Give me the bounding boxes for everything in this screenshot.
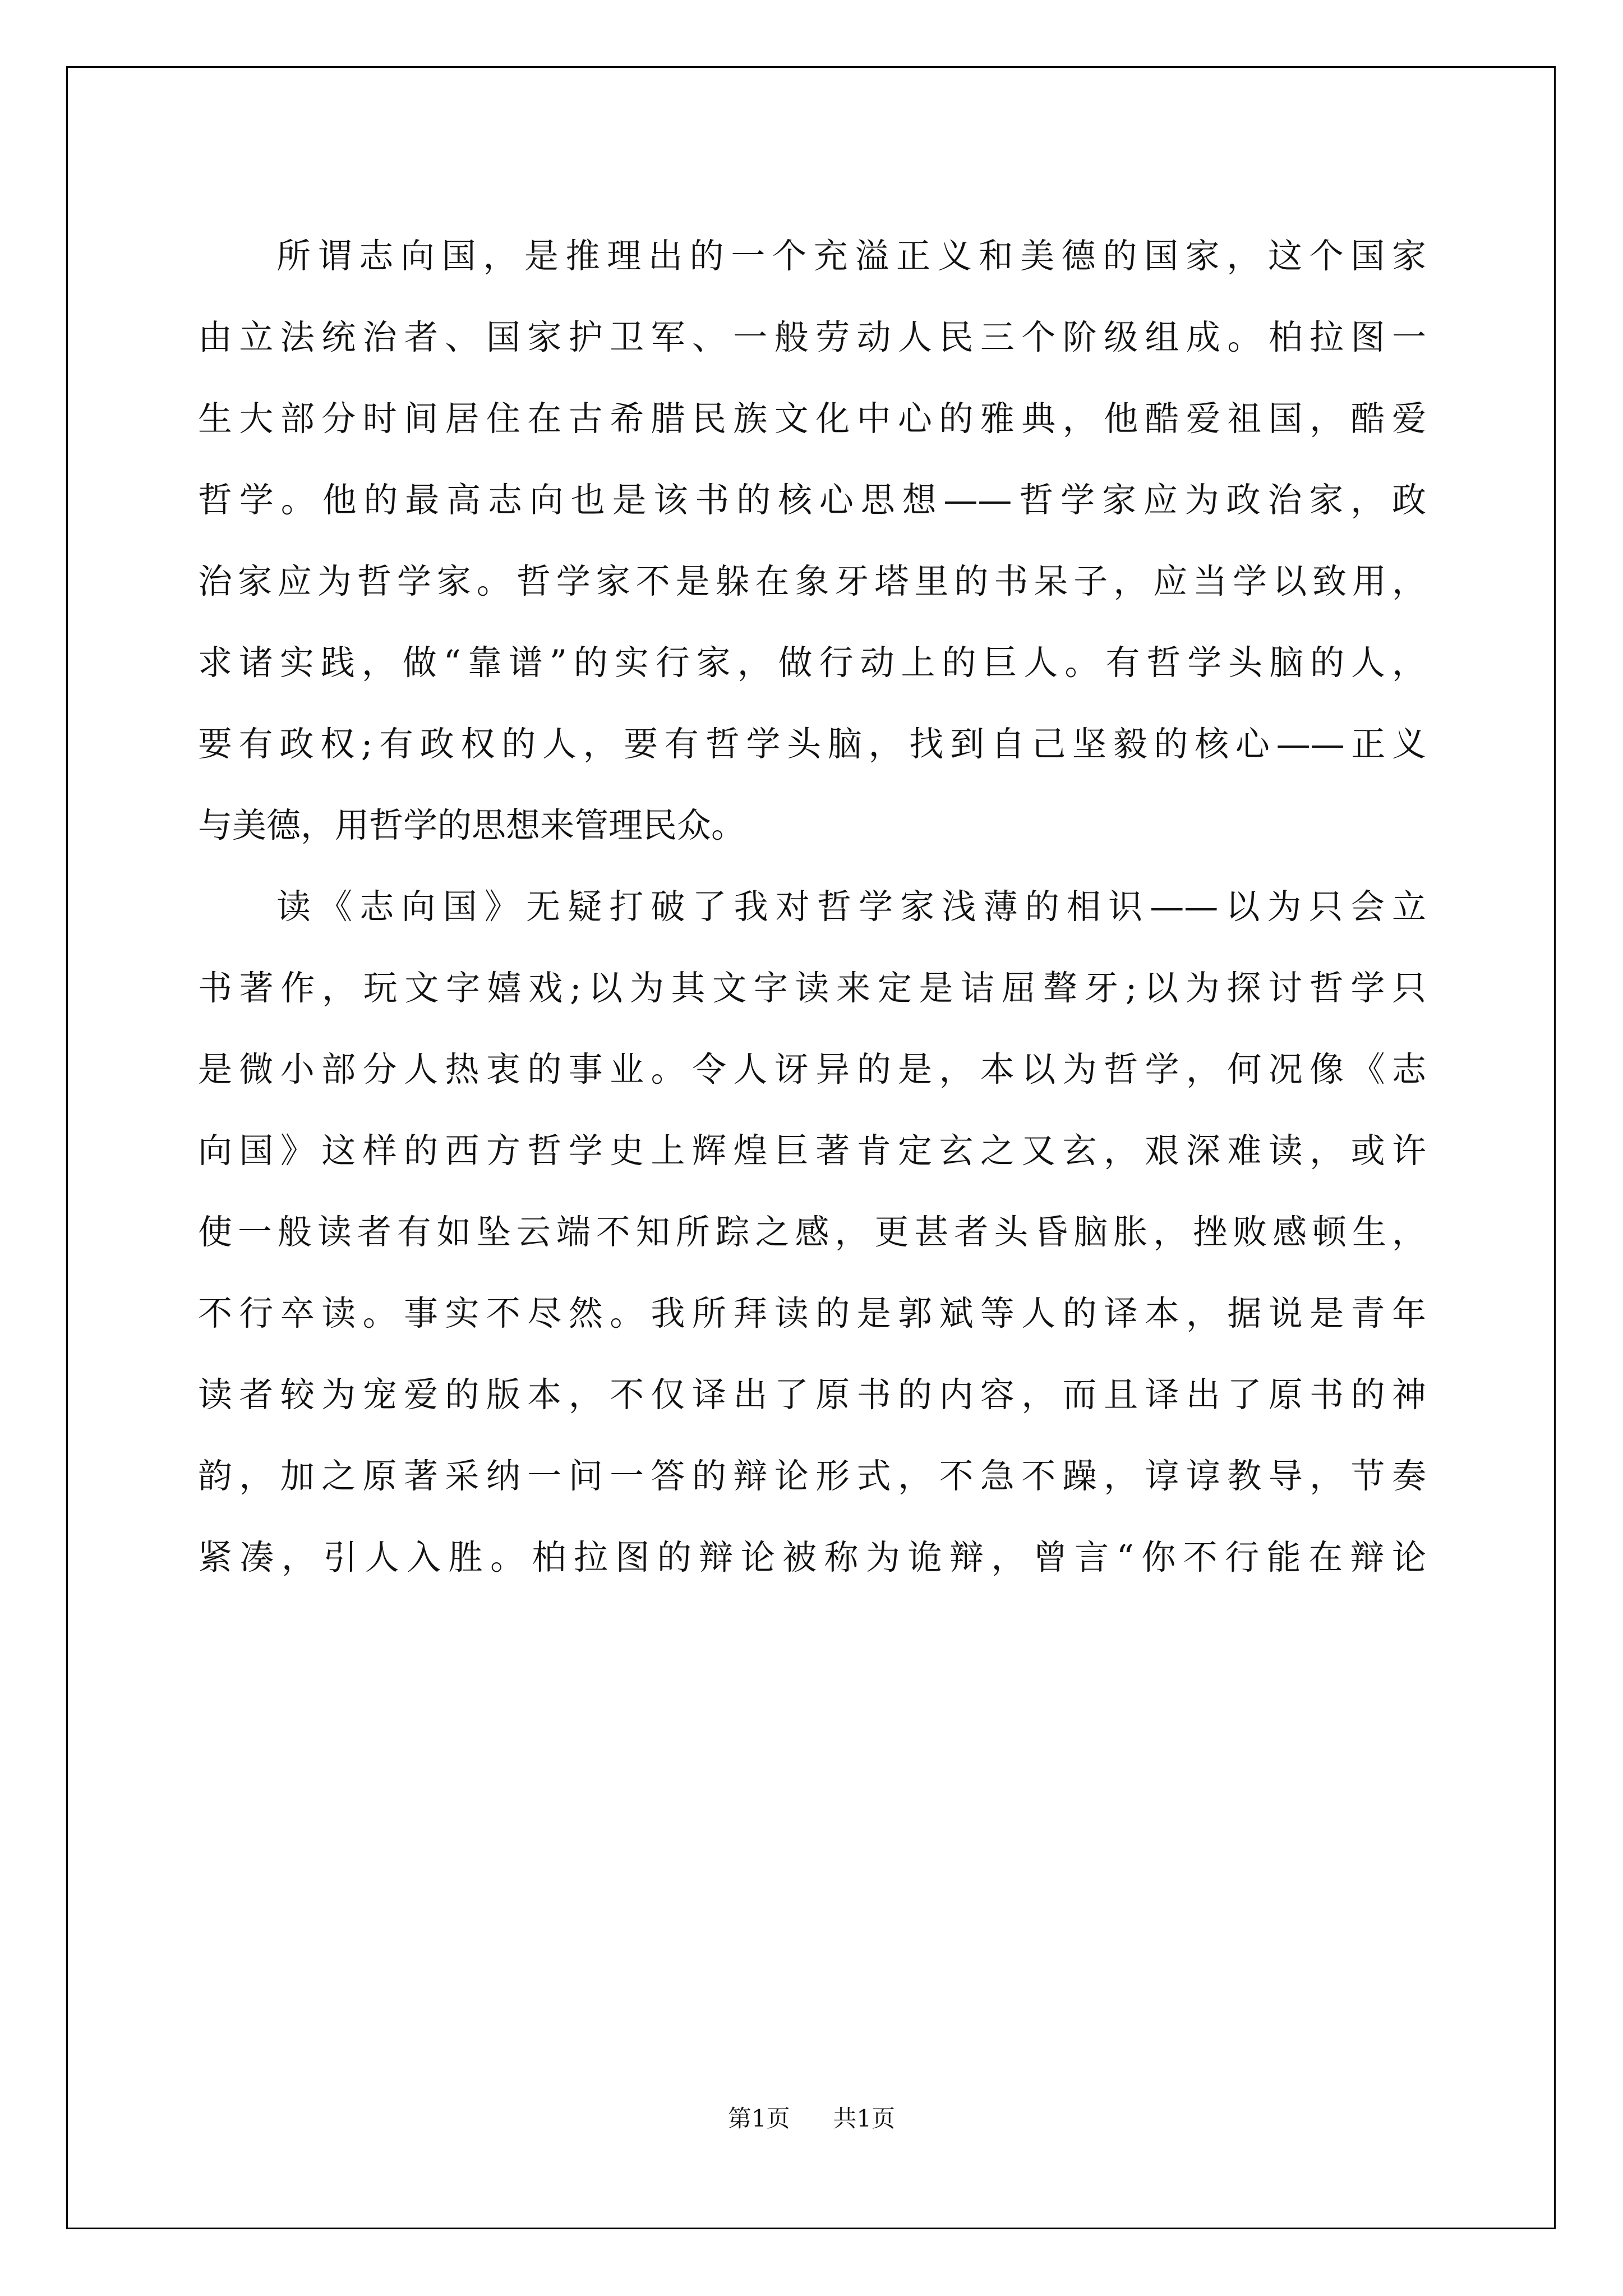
document-body bbox=[198, 215, 1426, 1598]
paragraph-line: 韵，加之原著采纳一问一答的辩论形式，不急不躁，谆谆教导，节奏 bbox=[198, 1456, 1426, 1496]
paragraph-line: 读《志向国》无疑打破了我对哲学家浅薄的相识——以为只会立 bbox=[276, 887, 1426, 927]
paragraph-line: 求诸实践，做“靠谱”的实行家，做行动上的巨人。有哲学头脑的人， bbox=[198, 643, 1426, 683]
paragraph-line: 是微小部分人热衷的事业。令人讶异的是，本以为哲学，何况像《志 bbox=[198, 1050, 1426, 1089]
paragraph-line: 紧凑，引人入胜。柏拉图的辩论被称为诡辩，曾言“你不行能在辩论 bbox=[198, 1538, 1426, 1577]
page-footer bbox=[0, 2100, 1623, 2134]
paragraph-line: 读者较为宠爱的版本，不仅译出了原书的内容，而且译出了原书的神 bbox=[198, 1375, 1426, 1415]
paragraph-line: 生大部分时间居住在古希腊民族文化中心的雅典，他酷爱祖国，酷爱 bbox=[198, 399, 1426, 439]
paragraph-1 bbox=[198, 215, 1426, 866]
paragraph-line: 由立法统治者、国家护卫军、一般劳动人民三个阶级组成。柏拉图一 bbox=[198, 318, 1426, 357]
paragraph-line: 哲学。他的最高志向也是该书的核心思想——哲学家应为政治家，政 bbox=[198, 480, 1426, 520]
paragraph-line: 治家应为哲学家。哲学家不是躲在象牙塔里的书呆子，应当学以致用， bbox=[198, 562, 1426, 601]
paragraph-line: 向国》这样的西方哲学史上辉煌巨著肯定玄之又玄，艰深难读，或许 bbox=[198, 1131, 1426, 1171]
paragraph-line: 使一般读者有如坠云端不知所踪之感，更甚者头昏脑胀，挫败感顿生， bbox=[198, 1212, 1426, 1252]
paragraph-line: 要有政权;有政权的人，要有哲学头脑，找到自己坚毅的核心——正义 bbox=[198, 724, 1426, 764]
paragraph-line: 与美德，用哲学的思想来管理民众。 bbox=[198, 806, 746, 845]
paragraph-line: 不行卒读。事实不尽然。我所拜读的是郭斌等人的译本，据说是青年 bbox=[198, 1294, 1426, 1333]
paragraph-2 bbox=[198, 866, 1426, 1598]
paragraph-line: 所谓志向国，是推理出的一个充溢正义和美德的国家，这个国家 bbox=[276, 236, 1426, 276]
paragraph-line: 书著作，玩文字嬉戏;以为其文字读来定是诘屈聱牙;以为探讨哲学只 bbox=[198, 968, 1426, 1008]
page-number: 第1页 bbox=[727, 2105, 790, 2132]
page-total: 共1页 bbox=[833, 2105, 896, 2132]
